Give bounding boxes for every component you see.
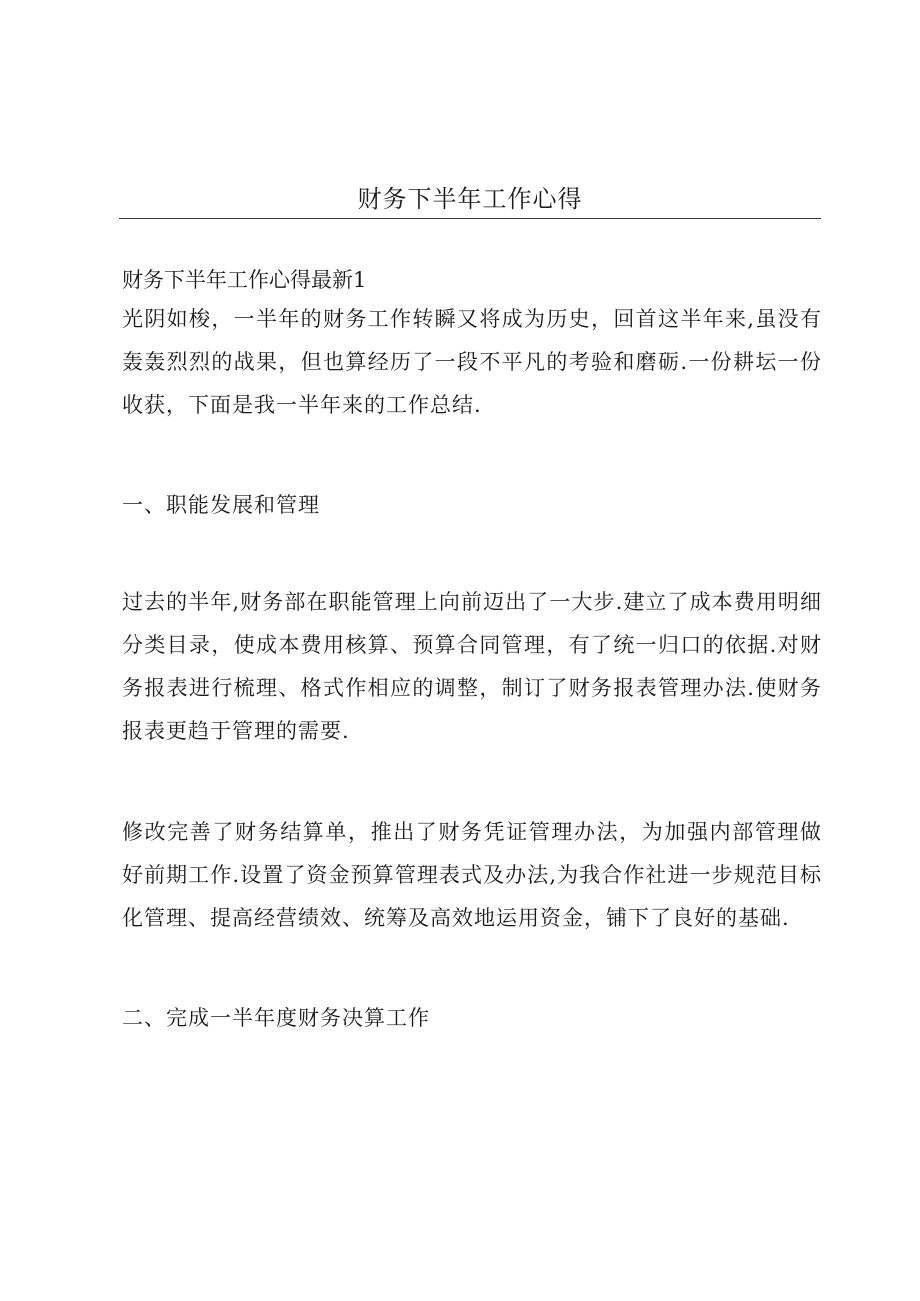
section-1-paragraph-1: 过去的半年,财务部在职能管理上向前迈出了一大步.建立了成本费用明细分类目录，使成本费用核算、预算合同管理，有了统一归口的依据.对财务报表进行梳理、格式作相应的调整，制订了财务报表管理办法.使财务报表更趋于管理的需要. — [122, 590, 822, 743]
document-subtitle: 财务下半年工作心得最新1 — [122, 268, 367, 292]
document-body — [122, 262, 822, 1036]
intro-paragraph: 光阴如梭，一半年的财务工作转瞬又将成为历史，回首这半年来,虽没有轰轰烈烈的战果，但也算经历了一段不平凡的考验和磨砺.一份耕坛一份收获，下面是我一半年来的工作总结. — [122, 307, 822, 417]
document-title: 财务下半年工作心得 — [357, 185, 583, 213]
title-underline — [119, 218, 821, 219]
section-heading-1: 一、职能发展和管理 — [122, 493, 320, 517]
section-heading-2: 二、完成一半年度财务决算工作 — [122, 1006, 430, 1030]
section-1-paragraph-2: 修改完善了财务结算单，推出了财务凭证管理办法，为加强内部管理做好前期工作.设置了资金预算管理表式及办法,为我合作社进一步规范目标化管理、提高经营绩效、统筹及高效地运用资金，铺下了良好的基础. — [122, 820, 822, 930]
